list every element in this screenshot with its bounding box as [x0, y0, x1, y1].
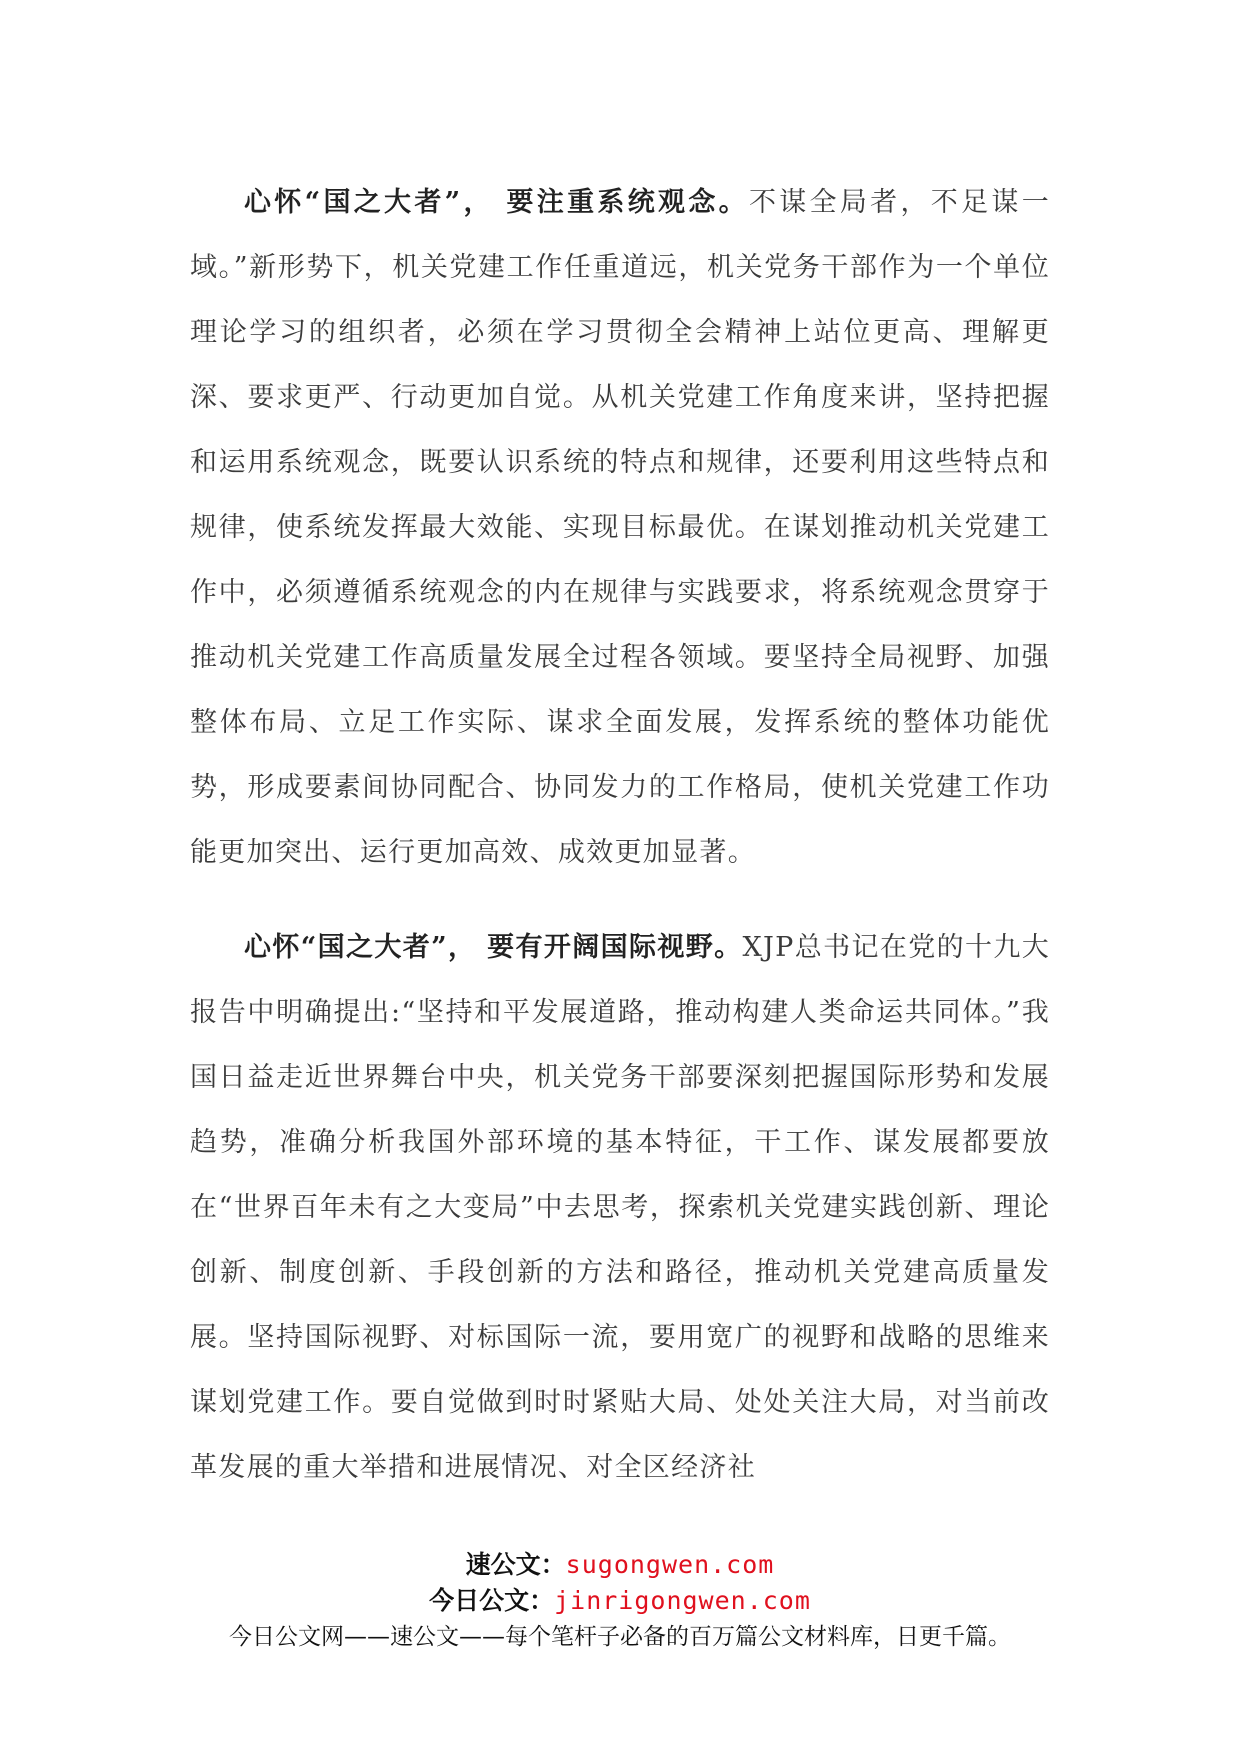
footer-link-sugongwen[interactable]: sugongwen.com	[565, 1550, 775, 1579]
footer-link-jinrigongwen[interactable]: jinrigongwen.com	[554, 1586, 811, 1615]
paragraph-lead: 心怀“国之大者”， 要注重系统观念。	[244, 187, 749, 218]
footer-label: 今日公文：	[429, 1586, 555, 1615]
footer-line-jinrigongwen	[0, 1583, 1240, 1619]
paragraph-system-view	[190, 170, 1050, 885]
paragraph-international-view	[190, 915, 1050, 1500]
footer-line-sugongwen	[0, 1547, 1240, 1583]
document-body	[190, 170, 1050, 1530]
paragraph-text: 不谋全局者，不足谋一域。”新形势下，机关党建工作任重道远，机关党务干部作为一个单位理论学习的组织者，必须在学习贯彻全会精神上站位更高、理解更深、要求更严、行动更加自觉。从机关党建工作角度来讲，坚持把握和运用系统观念，既要认识系统的特点和规律，还要利用这些特点和规律，使系统发挥最大效能、实现目标最优。在谋划推动机关党建工作中，必须遵循系统观念的内在规律与实践要求，将系统观念贯穿于推动机关党建工作高质量发展全过程各领域。要坚持全局视野、加强整体布局、立足工作实际、谋求全面发展，发挥系统的整体功能优势，形成要素间协同配合、协同发力的工作格局，使机关党建工作功能更加突出、运行更加高效、成效更加显著。	[190, 187, 1050, 868]
paragraph-lead: 心怀“国之大者”， 要有开阔国际视野。	[244, 932, 743, 963]
footer-label: 速公文：	[465, 1550, 566, 1579]
paragraph-text: XJP总书记在党的十九大报告中明确提出:“坚持和平发展道路，推动构建人类命运共同体。”我国日益走近世界舞台中央，机关党务干部要深刻把握国际形势和发展趋势，准确分析我国外部环境的基本特征，干工作、谋发展都要放在“世界百年未有之大变局”中去思考，探索机关党建实践创新、理论创新、制度创新、手段创新的方法和路径，推动机关党建高质量发展。坚持国际视野、对标国际一流，要用宽广的视野和战略的思维来谋划党建工作。要自觉做到时时紧贴大局、处处关注大局，对当前改革发展的重大举措和进展情况、对全区经济社	[190, 932, 1050, 1483]
page-footer	[0, 1547, 1240, 1655]
footer-tagline: 今日公文网——速公文——每个笔杆子必备的百万篇公文材料库，日更千篇。	[229, 1624, 1011, 1650]
